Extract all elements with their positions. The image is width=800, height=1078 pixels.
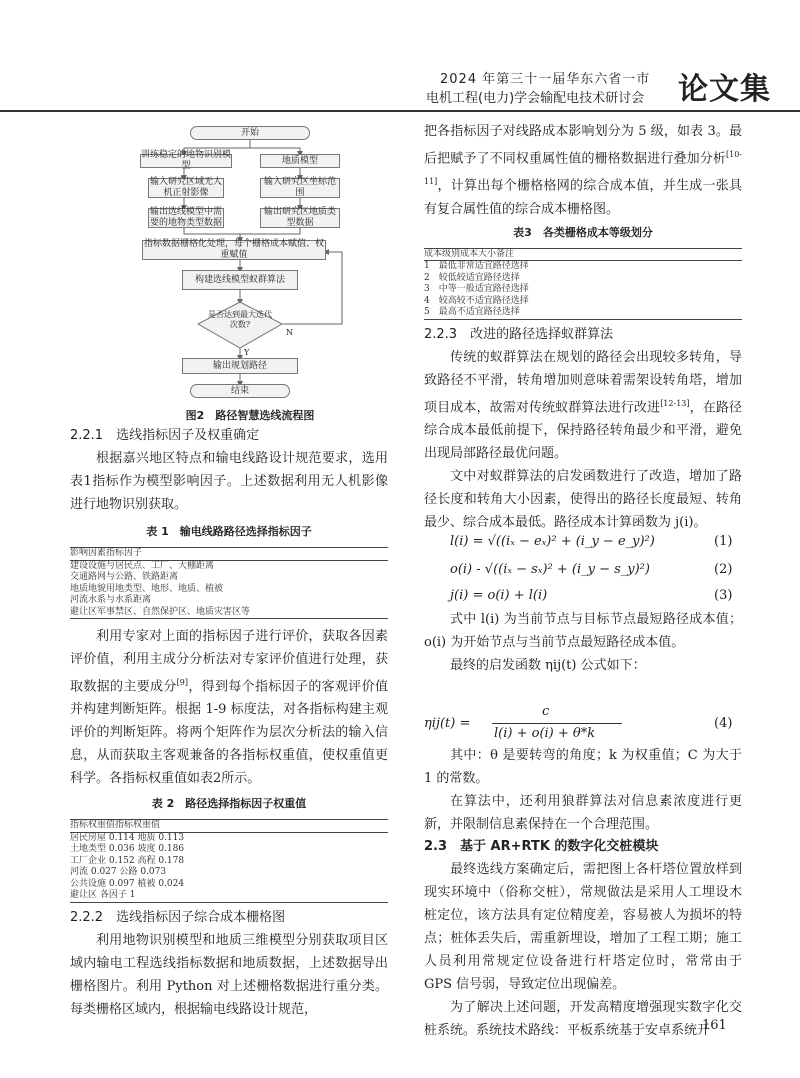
table-1-row: 避让区军事禁区、自然保护区、地质灾害区等 xyxy=(70,606,251,617)
figure-2-caption: 图2 路径智慧选线流程图 xyxy=(185,409,315,422)
table-1-row: 建设设施与居民点、工厂、大棚距离 xyxy=(70,560,215,571)
table-3 xyxy=(424,248,742,320)
header-line-2: 电机工程(电力)学会输配电技术研讨会 xyxy=(426,91,645,106)
table-2-row: 公共设施 0.097 植被 0.024 xyxy=(70,878,185,889)
right-paragraph-3: 文中对蚁群算法的启发函数进行了改造，增加了路径长度和转角大小因素，使得出的路径长度最短、转角最少、综合成本最低。路径成本计算函数为 j(i)。 xyxy=(424,468,742,530)
header-title: 论文集 xyxy=(678,72,771,107)
table-3-row: 5 最高不适宜路径选择 xyxy=(424,307,520,318)
flow-no-label: N xyxy=(286,328,293,337)
page-number: 161 xyxy=(702,1018,727,1033)
table-3-row: 2 较低较适宜路径选择 xyxy=(424,272,520,283)
table-3-row: 4 较高较不适宜路径选择 xyxy=(424,295,529,306)
flowchart xyxy=(140,122,360,402)
right-paragraph-2 xyxy=(424,346,742,465)
table-2-row: 避让区 各因子 1 xyxy=(70,890,136,901)
header-rule xyxy=(0,110,800,112)
table-1-caption: 表 1 输电线路路径选择指标因子 xyxy=(146,525,312,538)
flow-build: 构建选线模型蚁群算法 xyxy=(182,270,298,290)
table-2-row: 土地类型 0.036 坡度 0.186 xyxy=(70,844,185,855)
table-1-row: 河流水系与水系距离 xyxy=(70,595,152,605)
table-1-row: 地质地貌用地类型、地形、地质、植被 xyxy=(70,583,224,594)
right-paragraph-1 xyxy=(424,120,742,221)
table-1-row: 交通路网与公路、铁路距离 xyxy=(70,572,179,582)
flow-left-3: 输出选线模型中需要的地物类型数据 xyxy=(149,207,222,228)
table-1 xyxy=(70,547,388,619)
flow-right-1: 地质模型 xyxy=(260,154,340,168)
flow-left-2: 输入研究区域无人机正射影像 xyxy=(149,177,222,198)
table-2-row: 居民房屋 0.114 地质 0.113 xyxy=(70,832,185,843)
left-paragraph-2 xyxy=(70,625,388,790)
table-2-row: 指标权重值指标权重值 xyxy=(70,820,161,831)
equation-4-lhs: ηij(t) = xyxy=(424,716,471,731)
right-paragraph-1-b: ，计算出每个栅格格网的综合成本值，并生成一张具有复合属性值的综合成本栅格图。 xyxy=(424,178,742,217)
citation-10-11: [10-11] xyxy=(424,150,742,187)
equation-1-number: (1) xyxy=(714,534,733,549)
left-paragraph-3: 利用地物识别模型和地质三维模型分别获取项目区域内输电工程选线指标数据和地质数据，上述数据导出栅格图片。利用 Python 对上述栅格数据进行重分类。每类栅格区域内，根据输电线路设计规范， xyxy=(70,932,388,1017)
right-paragraph-1-a: 把各指标因子对线路成本影响划分为 5 级，如表 3。最后把赋予了不同权重属性值的栅格数据进行叠加分析 xyxy=(424,124,742,167)
equation-4-numerator: c xyxy=(542,704,550,719)
flow-start: 开始 xyxy=(190,126,310,140)
equation-3-number: (3) xyxy=(714,588,733,603)
right-paragraph-2-b: ，在路径综合成本最低前提下，保持路径转角最少和平滑，避免出现局部路径最优问题。 xyxy=(424,399,742,461)
table-3-row: 成本级别成本大小备注 xyxy=(424,248,515,259)
left-paragraph-2-b: ，得到每个指标因子的客观评价值并构建判断矩阵。根据 1-9 标度法，对各指标构建主观评价的判断矩阵。将两个矩阵作为层次分析法的输入信息，从而获取主客观兼备的各指标权重值，使权重值更科学。各指标权重值如表2所示。 xyxy=(70,679,388,787)
equation-4-denominator: l(i) + o(i) + θ*k xyxy=(494,726,596,741)
equation-4-fraction-bar xyxy=(492,723,622,724)
header-line-1: 2024 年第三十一届华东六省一市 xyxy=(440,72,651,87)
flow-right-2: 输入研究区坐标范围 xyxy=(260,178,340,198)
equation-3: j(i) = o(i) + l(i) xyxy=(450,588,548,603)
right-paragraph-7: 在算法中，还利用狼群算法对信息素浓度进行更新，并限制信息素保持在一个合理范围。 xyxy=(424,794,742,832)
flow-end: 结束 xyxy=(190,384,290,398)
table-2-caption: 表 2 路径选择指标因子权重值 xyxy=(151,797,307,811)
flow-right-3: 输出研究区地质类型数据 xyxy=(260,208,340,228)
right-paragraph-6: 其中：θ 是要转弯的角度；k 为权重值；C 为大于 1 的常数。 xyxy=(424,748,742,786)
flow-left-1: 训练稳定的地物识别模型 xyxy=(141,150,232,171)
right-paragraph-4: 式中 l(i) 为当前节点与目标节点最短路径成本值；o(i) 为开始节点与当前节点最短路径成本值。 xyxy=(424,612,742,650)
right-paragraph-8: 最终选线方案确定后，需把图上各杆塔位置放样到现实环境中（俗称交桩），常规做法是采用人工埋设木桩定位，该方法具有定位精度差，容易被人为损坏的特点；桩体丢失后，需重新埋设，增加了工程工期；施工人员利用常规定位设备进行杆塔定位时，常常由于 GPS 信号弱，导致定位出现偏差。 xyxy=(424,862,742,992)
right-paragraph-2-a: 传统的蚁群算法在规划的路径会出现较多转角，导致路径不平滑，转角增加则意味着需架设转角塔，增加项目成本，故需对传统蚁群算法进行改进 xyxy=(424,349,742,415)
right-paragraph-9: 为了解决上述问题，开发高精度增强现实数字化交桩系统。系统技术路线：平板系统基于安卓系统开 xyxy=(424,1000,742,1038)
right-column-bottom xyxy=(424,744,742,1042)
flow-yes-label: Y xyxy=(244,348,250,357)
table-3-row: 3 中等一般适宜路径选择 xyxy=(424,284,529,295)
left-paragraph-1: 根据嘉兴地区特点和输电线路设计规范要求，选用表1指标作为模型影响因子。上述数据利用无人机影像进行地物识别获取。 xyxy=(70,451,388,512)
table-1-row: 影响因素指标因子 xyxy=(70,548,143,558)
left-column xyxy=(70,425,388,1021)
section-2-3: 2.3 基于 AR+RTK 的数字化交桩模块 xyxy=(424,839,659,854)
right-column xyxy=(424,120,742,534)
table-2-row: 工厂企业 0.152 高程 0.178 xyxy=(70,855,185,866)
equation-4-number: (4) xyxy=(714,716,733,731)
table-3-row: 1 最低非常适宜路径选择 xyxy=(424,261,529,272)
section-2-2-3: 2.2.3 改进的路径选择蚁群算法 xyxy=(424,326,614,342)
section-2-2-2: 2.2.2 选线指标因子综合成本栅格图 xyxy=(70,909,286,925)
section-2-2-1: 2.2.1 选线指标因子及权重确定 xyxy=(70,428,260,443)
right-paragraph-5: 最终的启发函数 ηij(t) 公式如下： xyxy=(450,658,646,673)
equation-1: l(i) = √((iₓ − eₓ)² + (i_y − e_y)²) xyxy=(450,534,655,549)
equation-2-number: (2) xyxy=(714,562,733,577)
citation-12-13: [12-13] xyxy=(660,398,690,408)
table-2-row: 河流 0.027 公路 0.073 xyxy=(70,867,167,878)
flow-output: 输出规划路径 xyxy=(182,358,298,374)
left-paragraph-2-a: 利用专家对上面的指标因子进行评价，获取各因素评价值，利用主成分分析法对专家评价值进行处理，获取数据的主要成分 xyxy=(70,629,388,695)
right-column-mid xyxy=(424,608,742,677)
flow-merge: 指标数据栅格化处理，每个栅格成本赋值、权重赋值 xyxy=(143,239,324,260)
table-3-caption: 表3 各类栅格成本等级划分 xyxy=(513,225,653,239)
table-2 xyxy=(70,819,388,903)
flow-decision: 是否达到最大迭代次数? xyxy=(208,310,272,329)
citation-9: [9] xyxy=(176,678,188,687)
equation-2: o(i) - √((iₓ − sₓ)² + (i_y − s_y)²) xyxy=(450,562,650,577)
